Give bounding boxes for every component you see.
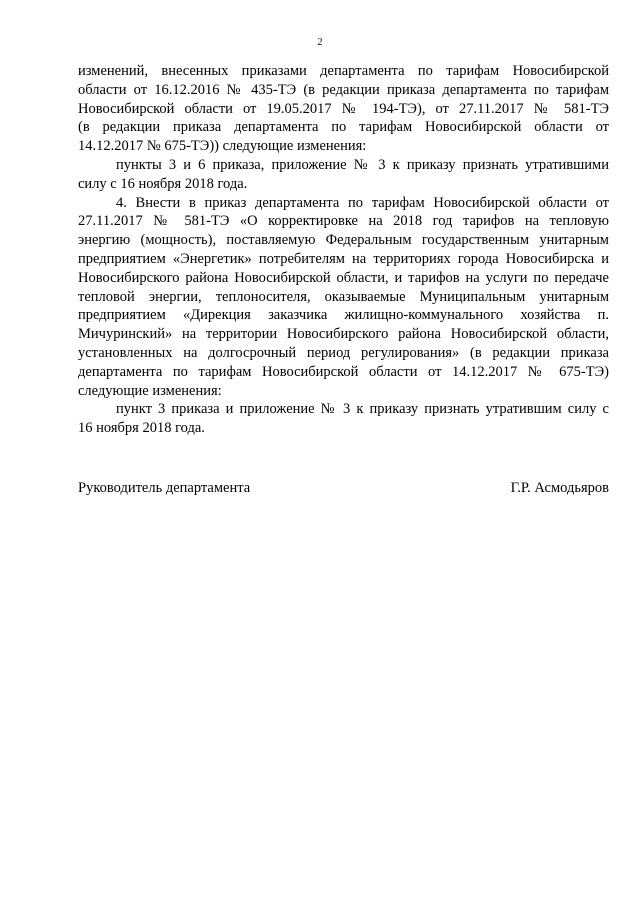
text-line: 4. Внести в приказ департамента по тарифам Новосибирской области от bbox=[116, 194, 609, 211]
text-line: тепловой энергии, теплоносителя, оказываемые Муниципальным унитарным bbox=[78, 288, 609, 305]
document-body bbox=[78, 62, 609, 438]
paragraph-amendments-intro bbox=[78, 62, 609, 156]
text-line: (в редакции приказа департамента по тарифам Новосибирской области от bbox=[78, 119, 609, 136]
signatory-name: Г.Р. Асмодьяров bbox=[510, 480, 609, 496]
text-line: силу с 16 ноября 2018 года. bbox=[78, 175, 248, 192]
text-line: предприятием «Энергетик» потребителям на территориях города Новосибирска и bbox=[78, 250, 609, 267]
text-line: Новосибирской области от 19.05.2017 № 194-ТЭ), от 27.11.2017 № 581-ТЭ bbox=[78, 100, 609, 117]
text-line: изменений, внесенных приказами департамента по тарифам Новосибирской bbox=[78, 63, 609, 79]
text-line: департамента по тарифам Новосибирской области от 14.12.2017 № 675-ТЭ) bbox=[78, 363, 609, 380]
paragraph-points-3-6 bbox=[78, 156, 609, 194]
text-line: пункты 3 и 6 приказа, приложение № 3 к приказу признать утратившими bbox=[116, 156, 609, 173]
text-line: установленных на долгосрочный период регулирования» (в редакции приказа bbox=[78, 344, 609, 361]
text-line: 16 ноября 2018 года. bbox=[78, 420, 205, 437]
text-line: следующие изменения: bbox=[78, 382, 222, 399]
text-line: 14.12.2017 № 675-ТЭ)) следующие изменения: bbox=[78, 138, 367, 155]
text-line: энергию (мощность), поставляемую Федеральным государственным унитарным bbox=[78, 232, 609, 249]
paragraph-item-4 bbox=[78, 194, 609, 401]
signatory-title: Руководитель департамента bbox=[78, 480, 251, 496]
text-line: Новосибирского района Новосибирской области, и тарифов на услуги по передаче bbox=[78, 269, 609, 286]
text-line: 27.11.2017 № 581-ТЭ «О корректировке на 2018 год тарифов на тепловую bbox=[78, 213, 609, 230]
text-line: Мичуринский» на территории Новосибирского района Новосибирской области, bbox=[78, 326, 609, 343]
page-number: 2 bbox=[317, 37, 323, 48]
text-line: предприятием «Дирекция заказчика жилищно-коммунального хозяйства п. bbox=[78, 307, 609, 324]
paragraph-point-3 bbox=[78, 400, 609, 438]
text-line: области от 16.12.2016 № 435-ТЭ (в редакции приказа департамента по тарифам bbox=[78, 81, 609, 98]
text-line: пункт 3 приказа и приложение № 3 к приказу признать утратившим силу с bbox=[116, 401, 609, 418]
